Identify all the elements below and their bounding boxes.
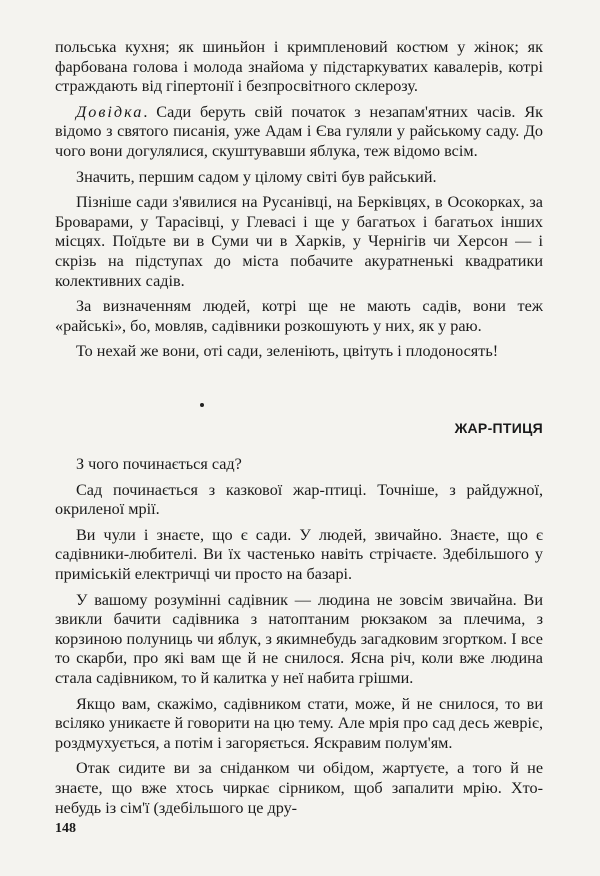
separator-dot <box>200 403 204 407</box>
paragraph: Отак сидите ви за сніданком чи обідом, жартуєте, а того й не знаєте, що вже хтось чиркає сірником, щоб запалити мрію. Хто-небудь із сім'ї (здебільшого це дру- <box>55 759 543 817</box>
reference-text: . Сади беруть свій початок з незапам'ятних часів. Як відомо з святого писанія, уже Адам і Єва гуляли у райському саду. До чого вони догулялися, скуштувавши яблука, теж відомо всім. <box>55 102 543 160</box>
paragraph: Пізніше сади з'явилися на Русанівці, на Берківцях, в Осокорках, за Броварами, у Тарасівці, у Глевасі і ще у багатьох і багатьох інших місцях. Поїдьте ви в Суми чи в Харків, у Чернігів чи Херсон — і скрізь на підступах до міста побачите акуратненькі квадратики колективних садів. <box>55 193 543 290</box>
paragraph: Якщо вам, скажімо, садівником стати, може, й не снилося, то ви всіляко уникаєте й говорити на цю тему. Але мрія про сад десь жевріє, роздмухується, а потім і загоряється. Яскравим полум'ям. <box>55 694 543 752</box>
book-page <box>55 38 543 836</box>
text-block-2 <box>55 455 543 824</box>
paragraph: Значить, першим садом у цілому світі був райський. <box>76 167 437 186</box>
text-block-1 <box>55 38 543 362</box>
paragraph: У вашому розумінні садівник — людина не зовсім звичайна. Ви звикли бачити садівника з натоптаним рюкзаком за плечима, з корзиною полуниць чи яблук, з якимнебудь загадковим згортком. І все то скарби, про які вам ще й не снилося. Ясна річ, коли вже людина стала садівником, то й калитка у неї набита грішми. <box>55 590 543 687</box>
paragraph: Ви чули і знаєте, що є сади. У людей, звичайно. Знаєте, що є садівники-любителі. Ви їх частенько навіть стрічаєте. Здебільшого у приміській електричці чи просто на базарі. <box>55 525 543 583</box>
paragraph: З чого починається сад? <box>76 455 242 473</box>
paragraph: Сад починається з казкової жар-птиці. Точніше, з райдужної, окриленої мрії. <box>55 480 543 519</box>
paragraph: За визначенням людей, котрі ще не мають садів, вони теж «райські», бо, мовляв, садівники розкошують у них, як у раю. <box>55 297 543 335</box>
paragraph: польська кухня; як шиньйон і кримпленовий костюм у жінок; як фарбована голова і молода знайома у підстаркуватих кавалерів, котрі страждають від гіпертонії і безпросвітного склерозу. <box>55 38 543 96</box>
paragraph: То нехай же вони, оті сади, зеленіють, цвітуть і плодоносять! <box>76 342 499 361</box>
page-number: 148 <box>55 821 76 836</box>
reference-lead: Довідка <box>76 102 144 121</box>
paragraph <box>55 103 543 162</box>
section-title: ЖАР-ПТИЦЯ <box>454 420 543 436</box>
